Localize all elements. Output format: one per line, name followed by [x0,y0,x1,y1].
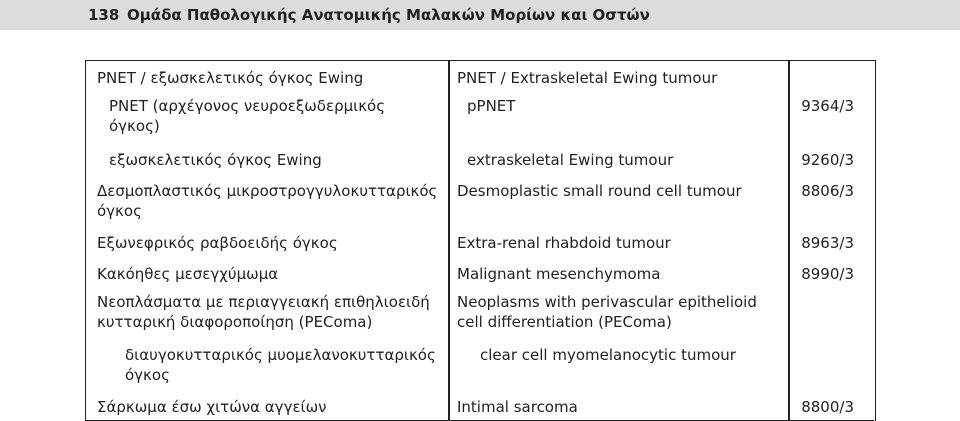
page-number: 138 [88,6,120,24]
english-term [457,264,660,284]
english-term [457,292,757,332]
english-term [457,68,717,88]
english-term-line: Extra-renal rhabdoid tumour [457,234,671,252]
english-term-line: pPNET [467,97,516,115]
english-term-line: extraskeletal Ewing tumour [467,151,674,169]
english-term [467,96,515,116]
greek-term-line: εξωσκελετικός όγκος Ewing [109,151,322,169]
greek-term-line: Κακόηθες μεσεγχύμωμα [97,265,279,283]
icd-code: 9260/3 [801,151,854,169]
english-term-line: Intimal sarcoma [457,398,578,416]
english-term [457,181,742,201]
column-divider-greek-english [448,61,450,421]
english-term-line: clear cell myomelanocytic tumour [480,346,736,364]
greek-term [109,96,385,136]
english-term [457,233,671,253]
greek-term-line: όγκος) [109,117,160,135]
icd-code: 8806/3 [801,182,854,200]
greek-term [97,68,363,88]
greek-term-line: PNET / εξωσκελετικός όγκος Ewing [97,69,364,87]
greek-term-line: διαυγοκυτταρικός μυομελανοκυτταρικός [125,346,436,364]
icd-code: 9364/3 [801,97,854,115]
column-divider-english-code [788,61,790,421]
greek-term-line: όγκος [97,202,142,220]
english-term-line: PNET / Extraskeletal Ewing tumour [457,69,718,87]
greek-term-line: PNET (αρχέγονος νευροεξωδερμικός [109,97,386,115]
icd-code: 8800/3 [801,398,854,416]
greek-term [97,264,278,284]
chapter-title: Ομάδα Παθολογικής Ανατομικής Μαλακών Μορίων και Οστών [127,6,650,24]
greek-term-line: Νεοπλάσματα με περιαγγειακή επιθηλιοειδή [97,293,430,311]
greek-term-line: Εξωνεφρικός ραβδοειδής όγκος [97,234,338,252]
terminology-table [85,60,876,421]
greek-term-line: Δεσμοπλαστικός μικροστρογγυλοκυτταρικός [97,182,438,200]
english-term [457,397,578,417]
greek-term-line: κυτταρική διαφοροποίηση (PEComa) [97,313,373,331]
greek-term [109,150,322,170]
greek-term [97,233,338,253]
english-term [467,150,673,170]
icd-code: 8990/3 [801,265,854,283]
greek-term [125,345,436,385]
english-term-line: Desmoplastic small round cell tumour [457,182,742,200]
english-term-line: Neoplasms with perivascular epithelioid [457,293,757,311]
greek-term-line: Σάρκωμα έσω χιτώνα αγγείων [97,398,327,416]
english-term-line: cell differentiation (PEComa) [457,313,672,331]
greek-term-line: όγκος [125,366,170,384]
greek-term [97,181,437,221]
page-header [0,0,960,30]
english-term [480,345,736,365]
icd-code: 8963/3 [801,234,854,252]
greek-term [97,397,327,417]
greek-term [97,292,430,332]
english-term-line: Malignant mesenchymoma [457,265,661,283]
